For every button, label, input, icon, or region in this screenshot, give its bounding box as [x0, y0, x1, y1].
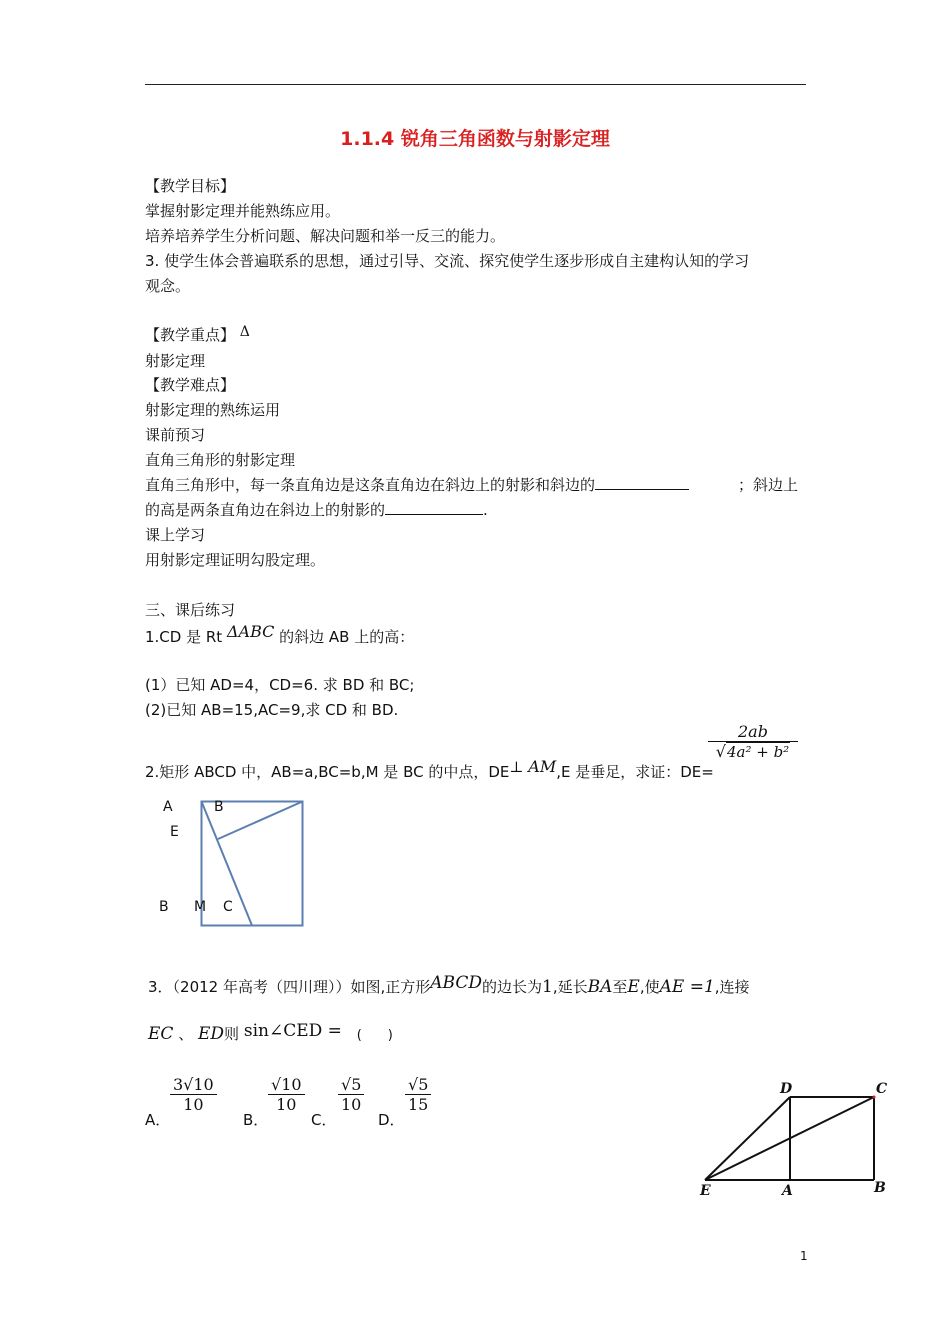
objective-item: 掌握射影定理并能熟练应用。 — [145, 202, 341, 220]
class-text: 用射影定理证明勾股定理。 — [145, 551, 326, 569]
q3-abcd: ABCD — [430, 973, 482, 993]
fig2-label-a: A — [163, 799, 173, 815]
fig2-label-b2: B — [159, 899, 169, 915]
q3-t2: ,延长 — [552, 978, 588, 996]
objective-item: 培养培养学生分析问题、解决问题和举一反三的能力。 — [145, 227, 506, 245]
objective-item: 3. 使学生体会普遍联系的思想，通过引导、交流、探究使学生逐步形成自主建构认知的学习 — [145, 252, 750, 270]
fig3-label-a: A — [782, 1183, 793, 1199]
difficulties-text: 射影定理的熟练运用 — [145, 401, 281, 419]
q2-frac-num: 2ab — [708, 722, 798, 742]
option-a-den: 10 — [183, 1095, 204, 1114]
option-d-num: √5 — [405, 1075, 431, 1095]
q3-sin: sin∠CED = — [243, 1021, 342, 1041]
q3-t3: 至 — [612, 978, 628, 996]
q2-fraction: $\frac{2ab}{\text{√4a² + b²}}$ — [708, 722, 798, 761]
option-c-num: √5 — [338, 1075, 364, 1095]
q2-frac-den: 4a² + b² — [726, 743, 790, 761]
question-1 — [145, 622, 415, 647]
q3-ba: BA — [587, 977, 613, 997]
page-title: 1.1.4 锐角三角函数与射影定理 — [340, 128, 610, 150]
option-b-den: 10 — [276, 1095, 297, 1114]
question-3 — [148, 973, 750, 997]
segment-de — [218, 802, 303, 840]
difficulties-heading: 【教学难点】 — [145, 376, 236, 394]
page-number: 1 — [800, 1249, 808, 1263]
q2-text-2: ,E 是垂足，求证：DE= — [556, 763, 714, 781]
fig2-label-e: E — [170, 824, 179, 840]
perp-symbol: ⊥ — [509, 758, 524, 776]
header-rule — [145, 84, 806, 85]
preview-line-1-text: 直角三角形中，每一条直角边是这条直角边在斜边上的射影和斜边的 — [145, 476, 596, 494]
q3-one: 1 — [542, 977, 553, 997]
option-d-fraction — [405, 1075, 431, 1114]
q3-e: E — [627, 977, 640, 997]
q3-ae: AE =1 — [659, 977, 715, 997]
key-points-text: 射影定理 — [145, 352, 206, 370]
option-b-fraction — [268, 1075, 305, 1114]
q1-triangle: ΔABC — [226, 622, 275, 641]
answer-blank[interactable] — [385, 500, 483, 515]
square-figure — [700, 1090, 885, 1185]
q3-t5: ,连接 — [714, 978, 750, 996]
rectangle-figure — [195, 795, 310, 935]
q1-pre: 1.CD 是 Rt — [145, 628, 223, 646]
q3-t1: 的边长为 — [482, 978, 543, 996]
option-c-den: 10 — [341, 1095, 362, 1114]
objective-item: 观念。 — [145, 277, 191, 295]
fig3-label-e: E — [700, 1183, 711, 1199]
fig2-label-m: M — [194, 899, 207, 915]
q3-paren: ( ) — [356, 1028, 393, 1043]
option-b-label: B． — [243, 1111, 269, 1129]
fig2-label-b: B — [214, 799, 224, 815]
option-b-num: √10 — [268, 1075, 305, 1095]
preview-subheading: 直角三角形的射影定理 — [145, 451, 296, 469]
preview-line-1 — [145, 475, 689, 495]
q3-sep: 、 — [178, 1025, 194, 1043]
q3-t4: ,使 — [639, 978, 660, 996]
option-a-fraction — [170, 1075, 217, 1114]
segment-ed — [705, 1097, 790, 1180]
key-points-label: 【教学重点】 — [145, 326, 236, 344]
option-d-label: D． — [378, 1111, 405, 1129]
delta-symbol: Δ — [239, 324, 250, 340]
preview-line-2-end: . — [483, 501, 488, 519]
preview-line-2 — [145, 500, 488, 520]
fig2-label-c: C — [223, 899, 233, 915]
question-3-line-2 — [148, 1021, 393, 1046]
option-c-label: C． — [311, 1111, 337, 1129]
q3-t6: 则 — [224, 1025, 240, 1043]
q3-ec: EC — [148, 1024, 174, 1044]
fig3-label-b: B — [874, 1180, 886, 1196]
fig3-label-c: C — [876, 1081, 888, 1097]
preview-line-2-text: 的高是两条直角边在斜边上的射影的 — [145, 501, 386, 519]
class-heading: 课上学习 — [145, 526, 206, 544]
key-points-heading — [145, 325, 250, 346]
option-c-fraction — [338, 1075, 364, 1114]
q1-sub-2: (2)已知 AB=15,AC=9,求 CD 和 BD. — [145, 701, 399, 719]
option-a-label: A． — [145, 1111, 171, 1129]
q2-text-1: 2.矩形 ABCD 中，AB=a,BC=b,M 是 BC 的中点，DE — [145, 763, 510, 781]
rectangle-abcd — [202, 802, 303, 926]
option-d-den: 15 — [408, 1095, 429, 1114]
q1-sub-1: (1）已知 AD=4，CD=6. 求 BD 和 BC; — [145, 676, 415, 694]
preview-heading: 课前预习 — [145, 426, 206, 444]
fig3-label-d: D — [780, 1081, 793, 1097]
q1-post: 的斜边 AB 上的高： — [279, 628, 415, 646]
q3-pre: 3．（2012 年高考（四川理））如图,正方形 — [148, 978, 431, 996]
preview-line-1-end: ；斜边上 — [738, 476, 799, 494]
question-2 — [145, 757, 714, 782]
exercises-heading: 三、课后练习 — [145, 601, 236, 619]
q3-ed: ED — [198, 1024, 225, 1044]
answer-blank[interactable] — [595, 475, 689, 490]
q2-am: AM — [528, 757, 557, 776]
objectives-heading: 【教学目标】 — [145, 177, 236, 195]
option-a-num: 3√10 — [170, 1075, 217, 1095]
